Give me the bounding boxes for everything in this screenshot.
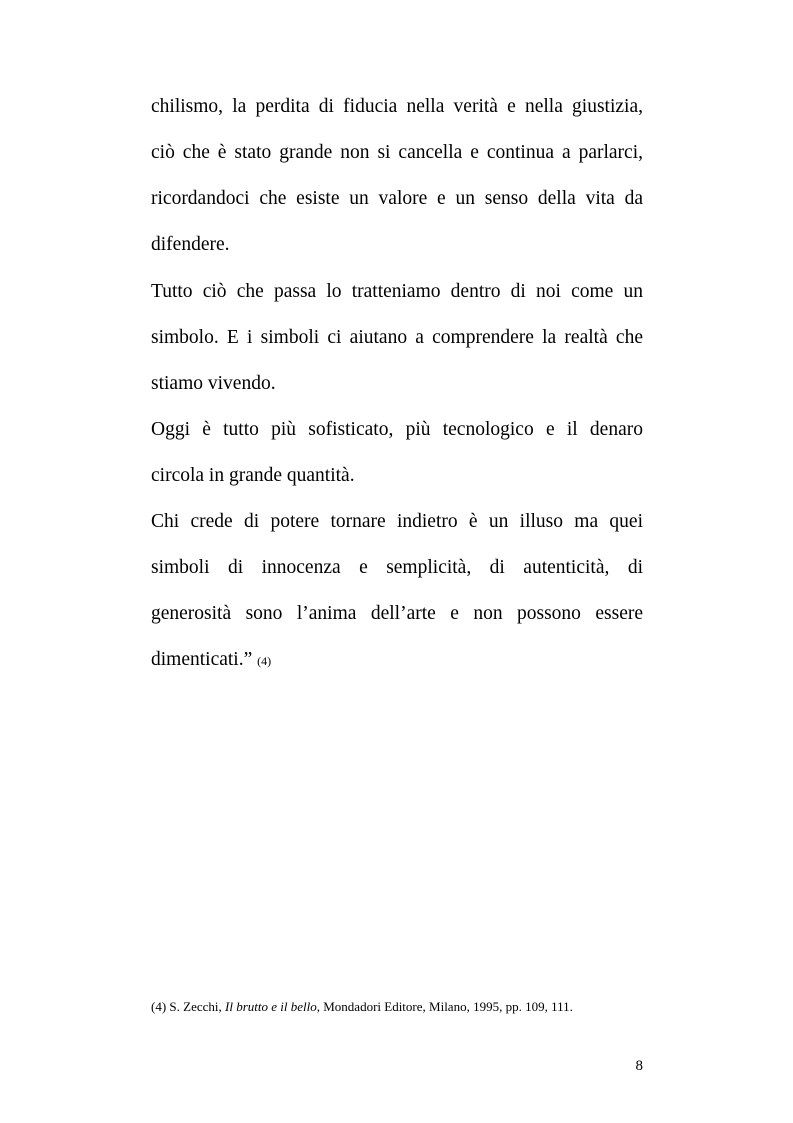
body-line-9: circola in grande quantità. <box>151 465 355 486</box>
body-line-12: generosità sono l’anima dell’arte e non possono essere <box>151 603 643 624</box>
body-line-13 <box>151 648 643 673</box>
body-line-4: difendere. <box>151 234 230 255</box>
body-line-1: chilismo, la perdita di fiducia nella verità e nella giustizia, <box>151 96 643 117</box>
footnote-prefix: (4) S. Zecchi, <box>151 999 226 1014</box>
body-line-8: Oggi è tutto più sofisticato, più tecnologico e il denaro <box>151 419 643 440</box>
page-number: 8 <box>635 1058 643 1074</box>
footnote-reference[interactable]: (4) <box>257 654 272 668</box>
body-line-10: Chi crede di potere tornare indietro è un illuso ma quei <box>151 511 643 532</box>
footnote-suffix: , Mondadori Editore, Milano, 1995, pp. 109, 111. <box>316 999 573 1014</box>
body-line-7: stiamo vivendo. <box>151 373 276 394</box>
closing-text: dimenticati.” <box>151 649 253 670</box>
body-line-5: Tutto ciò che passa lo tratteniamo dentro di noi come un <box>151 281 643 302</box>
footnote-book-title: Il brutto e il bello <box>225 999 317 1014</box>
body-line-2: ciò che è stato grande non si cancella e continua a parlarci, <box>151 142 643 163</box>
body-line-6: simbolo. E i simboli ci aiutano a comprendere la realtà che <box>151 327 643 348</box>
body-line-3: ricordandoci che esiste un valore e un senso della vita da <box>151 188 643 209</box>
footnote <box>151 998 643 1016</box>
body-line-11: simboli di innocenza e semplicità, di autenticità, di <box>151 557 643 578</box>
